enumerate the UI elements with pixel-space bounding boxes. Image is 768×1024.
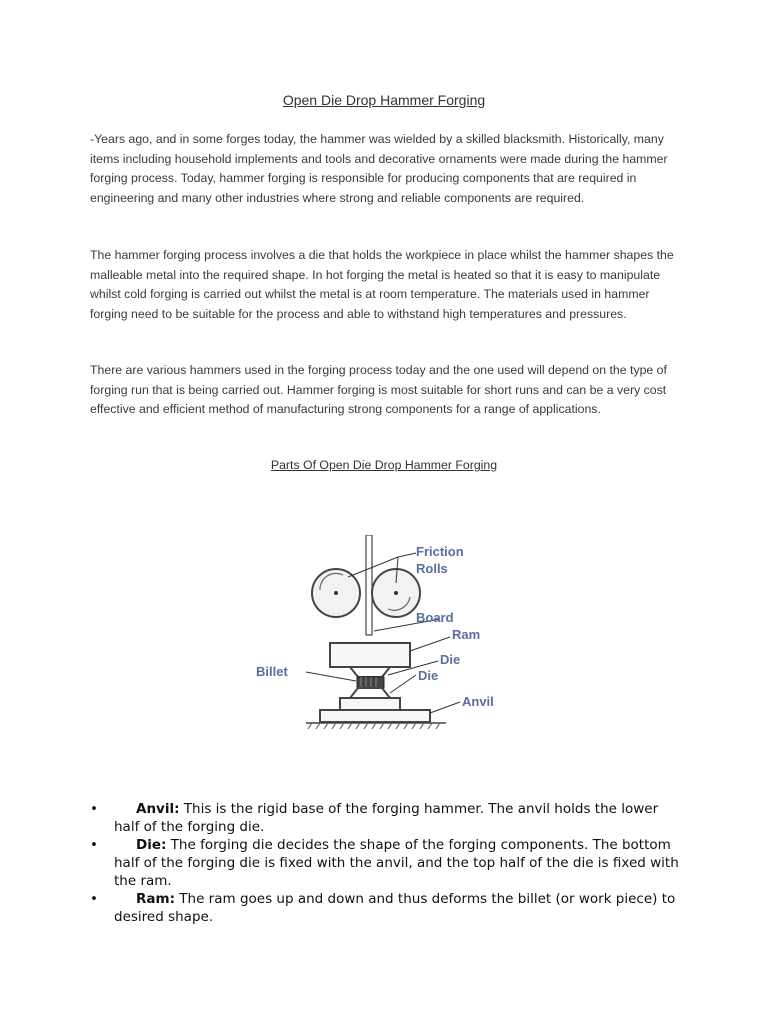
- list-item-die: [90, 836, 680, 890]
- term-anvil: Anvil:: [136, 801, 180, 817]
- board-rod: [366, 535, 372, 635]
- parts-list: [90, 800, 680, 926]
- desc-ram: The ram goes up and down and thus deforms the billet (or work piece) to desired shape.: [114, 891, 676, 925]
- label-ram: Ram: [452, 627, 481, 642]
- paragraph-history: -Years ago, and in some forges today, the hammer was wielded by a skilled blacksmith. Historically, many items including household implements and tools and decorative ornaments were made during the hammer forging process. Today, hammer forging is responsible for producing components that are required in engineering and many other industries where strong and reliable components are required.: [90, 132, 668, 206]
- ram-block: [330, 643, 410, 667]
- label-die-top: Die: [440, 652, 461, 667]
- upper-die: [350, 667, 390, 677]
- paragraph-process: The hammer forging process involves a die that holds the workpiece in place whilst the hammer shapes the malleable metal into the required shape. In hot forging the metal is heated so that it is easy to manipulate whilst cold forging is carried out whilst the metal is at room temperature. The materials used in hammer forging need to be suitable for the process and able to withstand high temperatures and pressures.: [90, 248, 674, 322]
- page-title: Open Die Drop Hammer Forging: [282, 92, 486, 108]
- anvil-top: [340, 698, 400, 710]
- label-billet: Billet: [256, 664, 288, 679]
- list-item-anvil: [90, 800, 680, 836]
- bullet-icon: •: [90, 837, 98, 853]
- term-die: Die:: [136, 837, 167, 853]
- hammer-diagram-svg: [248, 535, 518, 735]
- desc-die: The forging die decides the shape of the forging components. The bottom half of the forging die is fixed with the anvil, and the top half of the die is fixed with the ram.: [114, 837, 679, 889]
- list-item-ram: [90, 890, 680, 926]
- desc-anvil: This is the rigid base of the forging hammer. The anvil holds the lower half of the forging die.: [114, 801, 659, 835]
- bullet-icon: •: [90, 801, 98, 817]
- lower-die: [350, 688, 390, 698]
- hammer-diagram: [248, 535, 518, 735]
- bullet-icon: •: [90, 891, 98, 907]
- paragraph-hammers: There are various hammers used in the forging process today and the one used will depend on the type of forging run that is being carried out. Hammer forging is most suitable for short runs and can be a very cost effective and efficient method of manufacturing strong components for a range of applications.: [90, 363, 667, 417]
- term-ram: Ram:: [136, 891, 175, 907]
- anvil-base: [320, 710, 430, 722]
- label-anvil: Anvil: [462, 694, 494, 709]
- label-board: Board: [416, 610, 454, 625]
- label-friction: Friction: [416, 544, 464, 559]
- section-subtitle: Parts Of Open Die Drop Hammer Forging: [270, 458, 498, 472]
- label-die-bottom: Die: [418, 668, 439, 683]
- label-rolls: Rolls: [416, 561, 448, 576]
